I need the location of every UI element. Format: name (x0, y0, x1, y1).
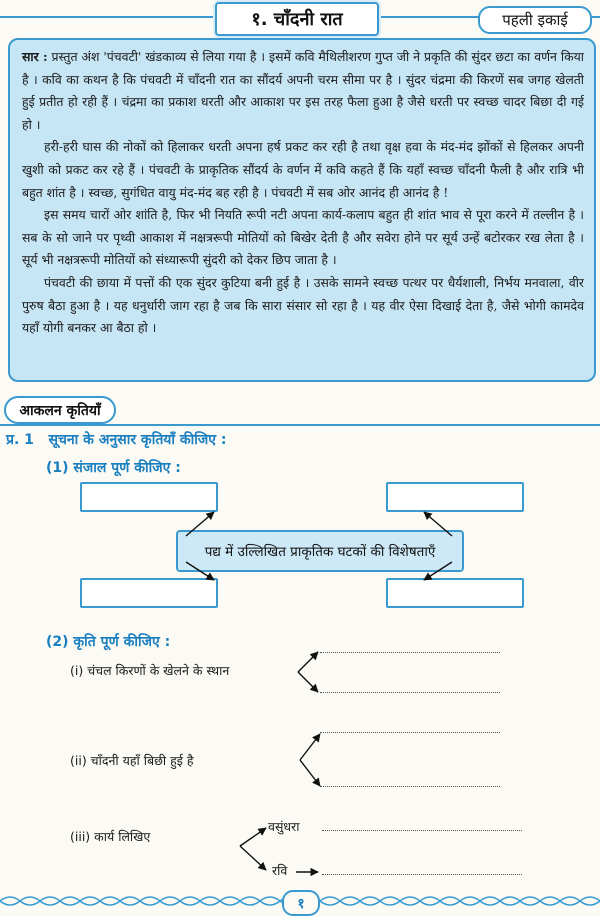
web-answer-box-top-left[interactable] (80, 482, 218, 512)
item-3-arrow-down (240, 846, 266, 870)
summary-text: प्रस्तुत अंश 'पंचवटी' खंडकाव्य से लिया गया है । इसमें कवि मैथिलीशरण गुप्त जी ने प्रकृति की सुंदर छटा का वर्णन किया है । कवि का कथन है कि पंचवटी में चाँदनी रात का सौंदर्य अपनी चरम सीमा पर है । सुंदर चंद्रमा की किरणें सब जगह खेलती हुई प्रतीत हो रही हैं । चंद्रमा का प्रकाश धरती और आकाश पर इस तरह फैला हुआ है जैसे धरती पर स्वच्छ चादर बिछा दी गई हो । (22, 49, 584, 132)
subquestion-2-heading: (2) कृति पूर्ण कीजिए : (46, 634, 171, 650)
item-1-answer-line-2[interactable] (320, 692, 500, 693)
item-1-answer-line-1[interactable] (320, 652, 500, 653)
item-2-label: (ii) चाँदनी यहाँ बिछी हुई है (70, 753, 194, 768)
question-line (6, 430, 227, 449)
summary-box (8, 38, 596, 382)
item-3-label-ravi: रवि (272, 863, 288, 878)
summary-paragraph-2: हरी-हरी घास की नोकों को हिलाकर धरती अपना हर्ष प्रकट कर रही है तथा वृक्ष हवा के मंद-मंद झोंकों से हिलकर अपनी खुशी को प्रकट कर रहे हैं । पंचवटी के प्राकृतिक सौंदर्य के वर्णन में कवि कहते हैं कि यहाँ स्वच्छ चाँदनी फैली है और रात्रि भी बहुत शांत है । स्वच्छ, सुगंधित वायु मंद-मंद बह रही है । पंचवटी में सब ओर आनंद ही आनंद है ! (22, 139, 584, 200)
activities-heading: आकलन कृतियाँ (4, 396, 116, 424)
item-2-arrow-up (300, 734, 320, 760)
unit-badge: पहली इकाई (478, 6, 592, 34)
item-1-label: (i) चंचल किरणों के खेलने के स्थान (70, 663, 230, 678)
item-1-arrow-up (298, 652, 318, 672)
item-3-label: (iii) कार्य लिखिए (70, 829, 151, 844)
item-3-answer-line-2[interactable] (322, 874, 522, 875)
web-answer-box-bottom-left[interactable] (80, 578, 218, 608)
summary-paragraph-1 (22, 46, 584, 136)
item-2-arrow-down (300, 760, 320, 786)
page-number: १ (282, 890, 320, 916)
summary-paragraph-3: इस समय चारों ओर शांति है, फिर भी नियति रूपी नटी अपना कार्य-कलाप बहुत ही शांत भाव से पूरा करने में तल्लीन है । सब के सो जाने पर पृथ्वी आकाश में नक्षत्ररूपी मोतियों को बिखेर देती है और सवेरा होने पर सूर्य उन्हें बटोरकर रख लेता है । सूर्य भी नक्षत्ररूपी मोतियों को संध्यारूपी सुंदरी को देकर छिप जाता है । (22, 207, 584, 268)
web-answer-box-bottom-right[interactable] (386, 578, 524, 608)
item-3-label-vasundhara: वसुंधरा (268, 819, 300, 834)
question-number: प्र. 1 (6, 432, 34, 448)
item-3-arrow-up (240, 828, 266, 846)
subquestion-1-heading: (1) संजाल पूर्ण कीजिए : (46, 460, 181, 476)
web-answer-box-top-right[interactable] (386, 482, 524, 512)
item-2-answer-line-1[interactable] (320, 732, 500, 733)
item-2-answer-line-2[interactable] (320, 786, 500, 787)
activities-rule (0, 424, 600, 426)
chapter-title: १. चाँदनी रात (215, 2, 379, 36)
summary-label: सार : (22, 49, 48, 64)
item-3-answer-line-1[interactable] (322, 830, 522, 831)
question-text: सूचना के अनुसार कृतियाँ कीजिए : (48, 432, 227, 448)
summary-paragraph-4: पंचवटी की छाया में पत्तों की एक सुंदर कुटिया बनी हुई है । उसके सामने स्वच्छ पत्थर पर धैर्यशाली, निर्भय मनवाला, वीर पुरुष बैठा हुआ है । यह धनुर्धारी जाग रहा है जब कि सारा संसार सो रहा है । यह वीर ऐसा दिखाई देता है, जैसे भोगी कामदेव यहाँ योगी बनकर आ बैठा हो । (22, 274, 584, 336)
web-center-box: पद्य में उल्लिखित प्राकृतिक घटकों की विशेषताएँ (176, 530, 464, 572)
item-1-arrow-down (298, 672, 318, 692)
